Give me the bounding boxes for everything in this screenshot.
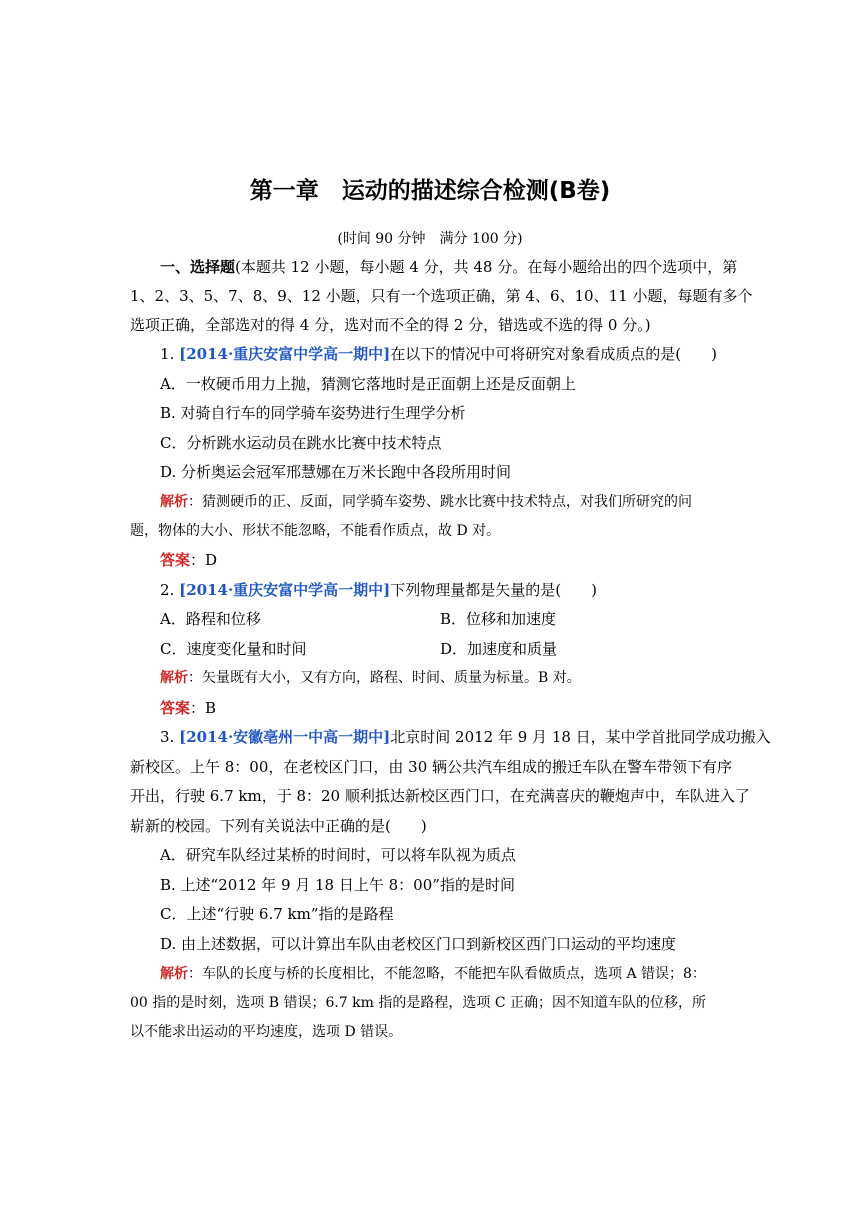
q3-analysis-line-3: 以不能求出运动的平均速度，选项 D 错误。 bbox=[130, 1024, 403, 1040]
page-title: 第一章 运动的描述综合检测(B卷) bbox=[249, 178, 611, 204]
q1-analysis-line-1: 解析：猜测硬币的正、反面，同学骑车姿势、跳水比赛中技术特点，对我们所研究的问 bbox=[160, 494, 692, 510]
q3-source: [2014·安徽亳州一中高一期中] bbox=[179, 728, 391, 746]
q3-stem-line-4: 崭新的校园。下列有关说法中正确的是( ) bbox=[130, 817, 427, 835]
q1-stem: 1. [2014·重庆安富中学高一期中]在以下的情况中可将研究对象看成质点的是( ) bbox=[160, 345, 717, 363]
q3-option-c: C．上述“行驶 6.7 km”指的是路程 bbox=[160, 905, 394, 923]
q3-stem-line-3: 开出，行驶 6.7 km，于 8：20 顺利抵达新校区西门口，在充满喜庆的鞭炮声中，车队进入了 bbox=[130, 787, 750, 805]
q1-option-c: C．分析跳水运动员在跳水比赛中技术特点 bbox=[160, 434, 442, 452]
answer-label: 答案 bbox=[160, 551, 191, 569]
q2-analysis: 解析：矢量既有大小，又有方向，路程、时间、质量为标量。B 对。 bbox=[160, 670, 581, 686]
q3-option-a: A．研究车队经过某桥的时间时，可以将车队视为质点 bbox=[160, 846, 516, 864]
q1-option-d: D. 分析奥运会冠军邢慧娜在万米长跑中各段所用时间 bbox=[160, 463, 512, 481]
q3-analysis-line-1: 解析：车队的长度与桥的长度相比，不能忽略，不能把车队看做质点，选项 A 错误；8： bbox=[160, 966, 706, 982]
q1-option-b: B. 对骑自行车的同学骑车姿势进行生理学分析 bbox=[160, 404, 466, 422]
q2-option-d: D．加速度和质量 bbox=[440, 640, 558, 658]
q3-stem-line-1: 3. [2014·安徽亳州一中高一期中]北京时间 2012 年 9 月 18 日，某中学首批同学成功搬入 bbox=[160, 728, 771, 746]
q3-analysis-line-2: 00 指的是时刻，选项 B 错误；6.7 km 指的是路程，选项 C 正确；因不知道车队的位移，所 bbox=[130, 995, 706, 1011]
q2-stem: 2. [2014·重庆安富中学高一期中]下列物理量都是矢量的是( ) bbox=[160, 581, 597, 599]
intro-line-2: 1、2、3、5、7、8、9、12 小题，只有一个选项正确，第 4、6、10、11 小题，每题有多个 bbox=[130, 287, 753, 305]
q1-analysis-line-2: 题，物体的大小、形状不能忽略，不能看作质点，故 D 对。 bbox=[130, 523, 501, 539]
exam-info: (时间 90 分钟 满分 100 分) bbox=[337, 231, 523, 247]
q2-option-c: C．速度变化量和时间 bbox=[160, 640, 307, 658]
analysis-label: 解析 bbox=[160, 494, 188, 510]
q3-stem-line-2: 新校区。上午 8：00，在老校区门口，由 30 辆公共汽车组成的搬迁车队在警车带领下有序 bbox=[130, 758, 733, 776]
intro-line-1: 一、选择题(本题共 12 小题，每小题 4 分，共 48 分。在每小题给出的四个选项中，第 bbox=[160, 258, 738, 276]
analysis-label: 解析 bbox=[160, 670, 188, 686]
q2-option-a: A．路程和位移 bbox=[160, 610, 261, 628]
q2-option-b: B．位移和加速度 bbox=[440, 610, 557, 628]
answer-label: 答案 bbox=[160, 699, 191, 717]
q3-option-b: B. 上述“2012 年 9 月 18 日上午 8：00”指的是时间 bbox=[160, 876, 515, 894]
q2-source: [2014·重庆安富中学高一期中] bbox=[179, 581, 391, 599]
q1-source: [2014·重庆安富中学高一期中] bbox=[179, 345, 391, 363]
q1-option-a: A．一枚硬币用力上抛，猜测它落地时是正面朝上还是反面朝上 bbox=[160, 375, 576, 393]
q2-answer: 答案：B bbox=[160, 699, 217, 717]
q3-option-d: D. 由上述数据，可以计算出车队由老校区门口到新校区西门口运动的平均速度 bbox=[160, 935, 677, 953]
q1-answer: 答案：D bbox=[160, 551, 218, 569]
intro-line-3: 选项正确，全部选对的得 4 分，选对而不全的得 2 分，错选或不选的得 0 分。) bbox=[130, 316, 651, 334]
section-heading: 一、选择题 bbox=[160, 258, 236, 276]
analysis-label: 解析 bbox=[160, 966, 188, 982]
